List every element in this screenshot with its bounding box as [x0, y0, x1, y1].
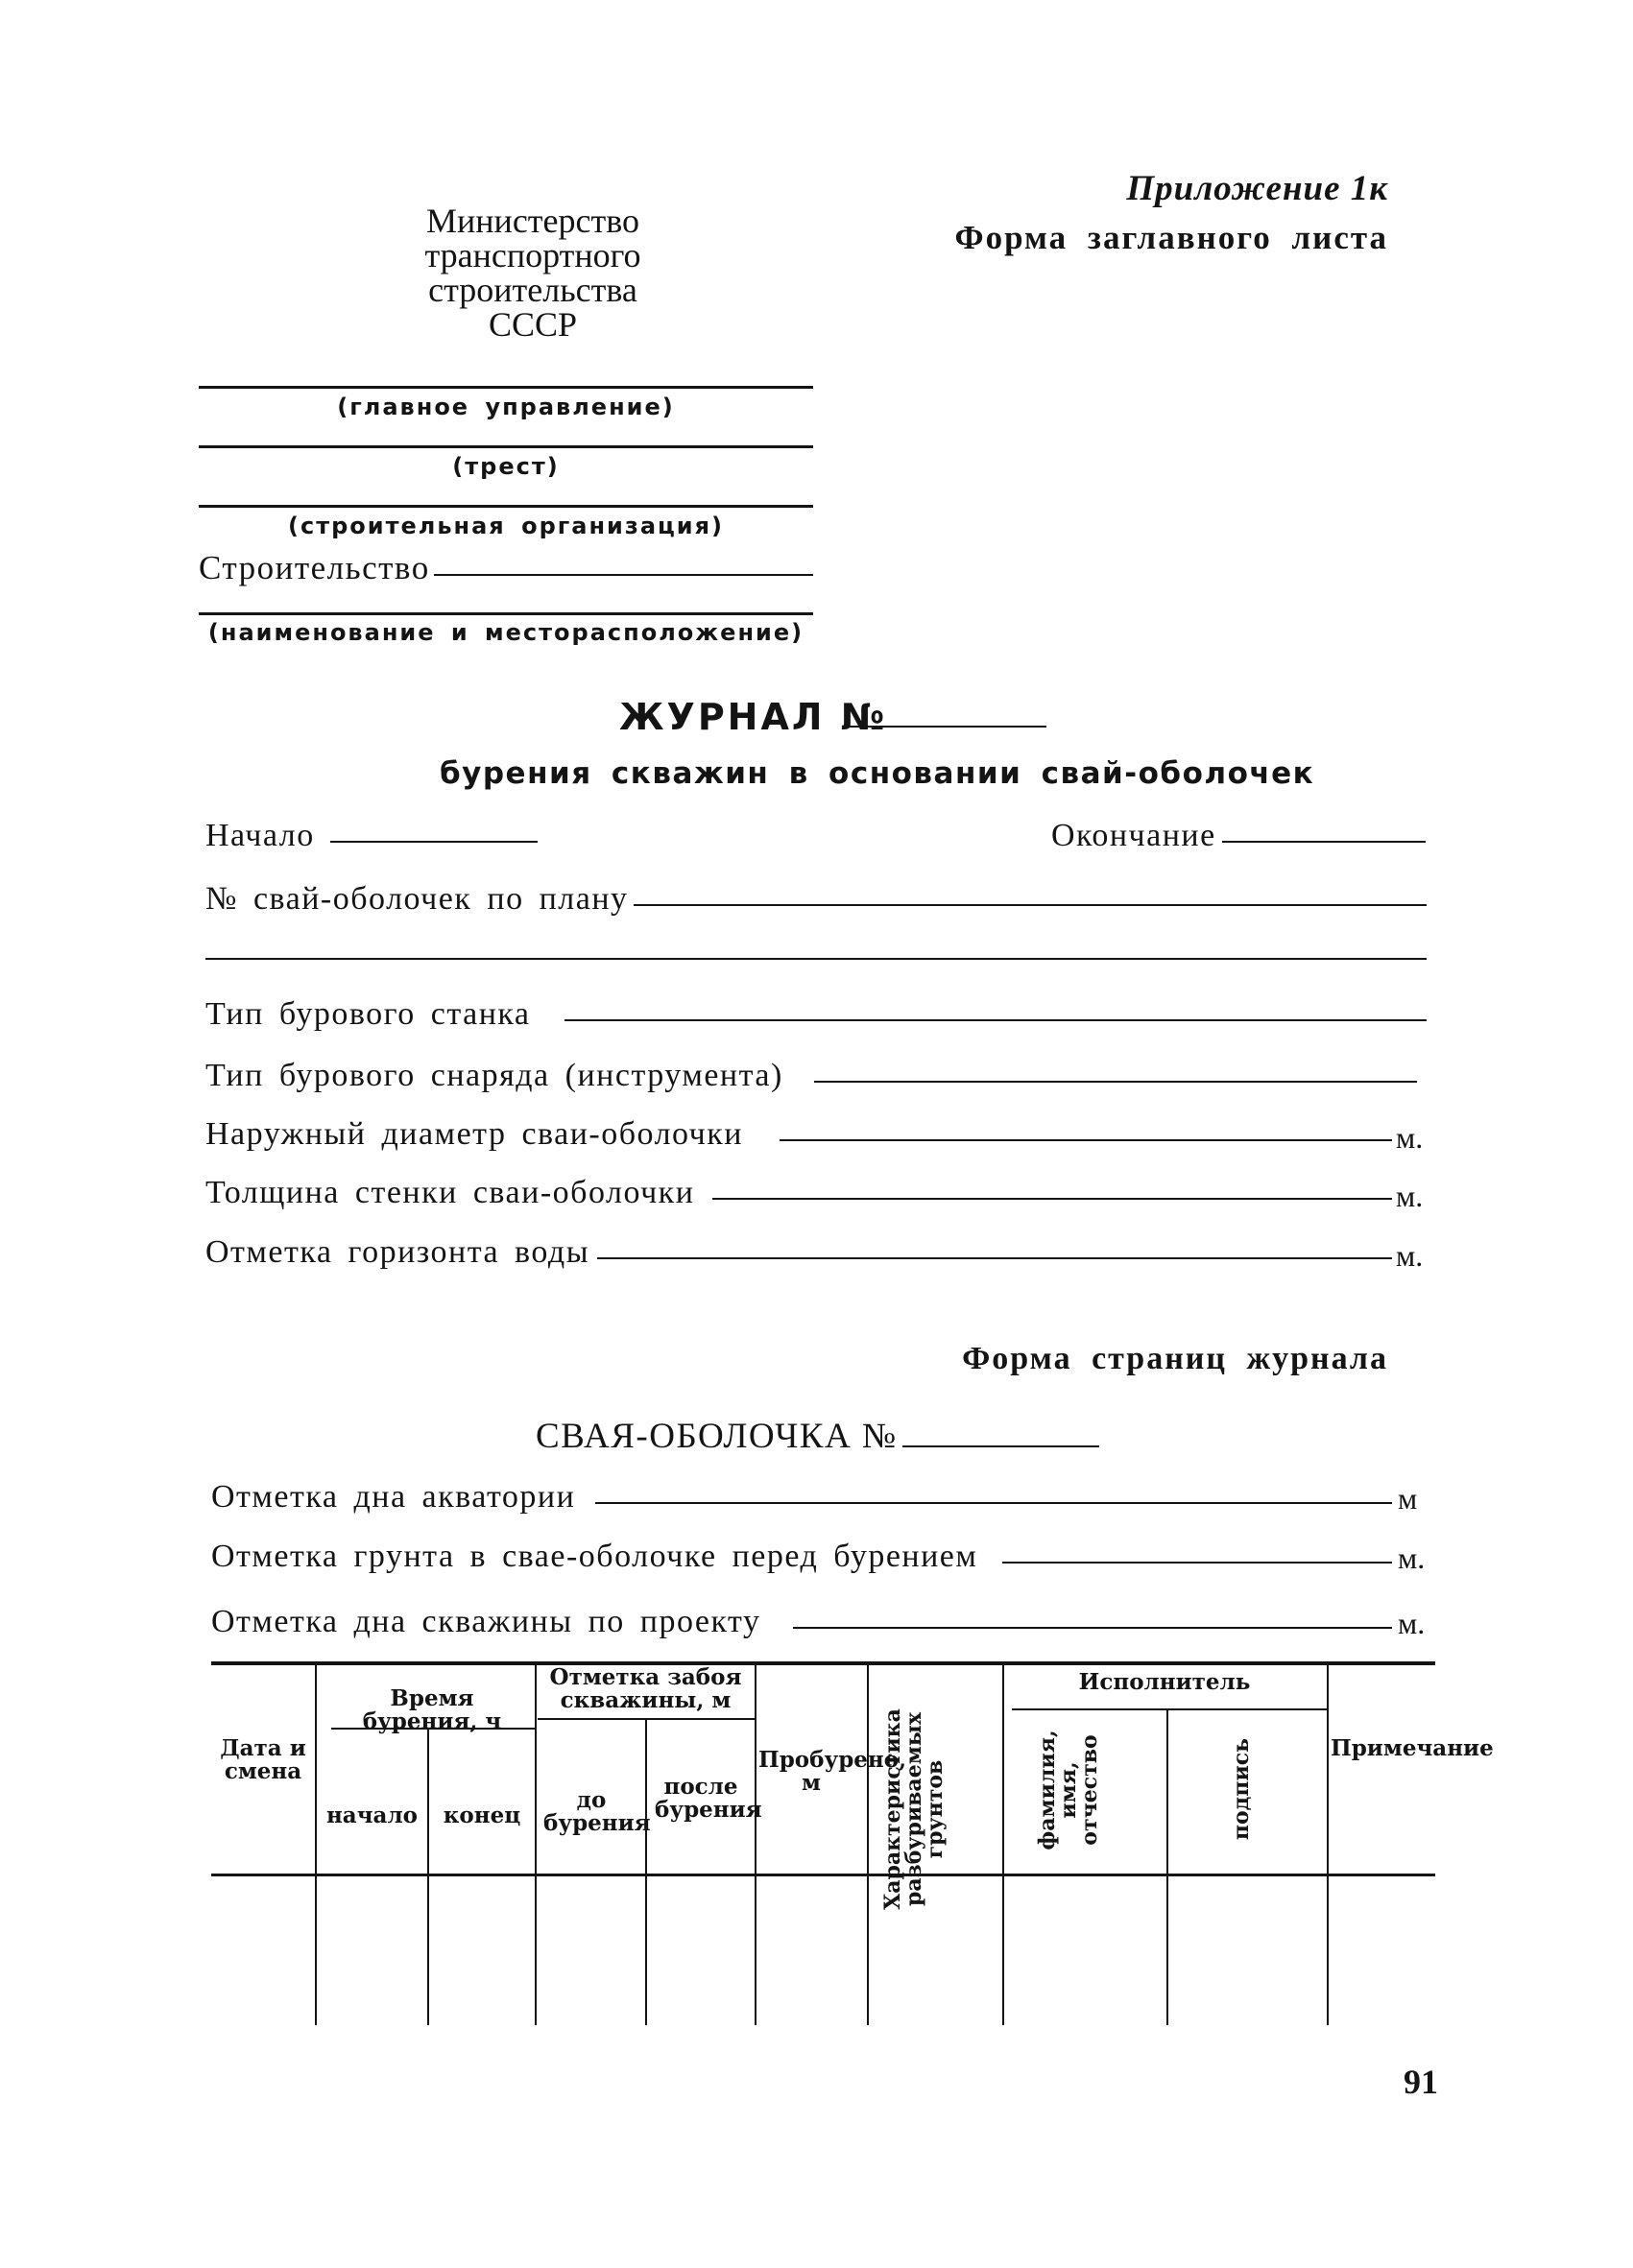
col-time-group-header: Время бурения, ч [362, 1685, 502, 1734]
col-rule-5 [755, 1663, 756, 2025]
col-date-header: Дата и смена [220, 1735, 306, 1784]
water-level-unit: м. [1396, 1238, 1424, 1273]
form-title: Форма заглавного листа [954, 219, 1388, 256]
col-rule-9 [1327, 1663, 1329, 2025]
col-rule-6 [867, 1663, 869, 2025]
appendix-label: Приложение 1к [1126, 169, 1388, 208]
table-header-rule [211, 1874, 1435, 1876]
construction-field[interactable] [434, 574, 813, 576]
seabed-unit: м [1398, 1481, 1418, 1516]
trust-caption: (трест) [452, 453, 560, 480]
col-note-header: Примечание [1331, 1735, 1494, 1761]
ministry-line-2: транспортного [424, 236, 641, 275]
table-top-rule [211, 1661, 1435, 1665]
pile-number-field[interactable] [902, 1445, 1099, 1447]
bottom-mark-field[interactable] [793, 1627, 1392, 1629]
tool-type-field[interactable] [814, 1081, 1417, 1083]
piles-label: № свай-оболочек по плану [205, 881, 629, 917]
wall-thickness-unit: м. [1396, 1179, 1424, 1213]
col-mark-before-header: до бурения [543, 1787, 651, 1836]
col-rule-8 [1166, 1708, 1168, 2025]
water-level-label: Отметка горизонта воды [205, 1234, 590, 1270]
outer-diameter-unit: м. [1396, 1120, 1424, 1155]
bottom-mark-label: Отметка дна скважины по проекту [211, 1604, 761, 1639]
rig-type-field[interactable] [564, 1019, 1427, 1021]
wall-thickness-field[interactable] [712, 1198, 1392, 1200]
construction-org-field[interactable] [199, 505, 813, 508]
col-time-end-header: конец [443, 1802, 521, 1828]
trust-field[interactable] [199, 445, 813, 448]
col-executor-sign-header: подпись [1229, 1737, 1254, 1841]
ministry-line-3: строительства [428, 271, 637, 309]
start-label: Начало [205, 818, 315, 853]
col-rule-4 [645, 1718, 647, 2025]
start-field[interactable] [330, 841, 538, 843]
journal-subtitle: бурения скважин в основании свай-оболочек [440, 756, 1315, 791]
name-location-caption: (наименование и месторасположение) [207, 619, 804, 646]
col-mark-group-header: Отметка забоя скважины, м [549, 1664, 742, 1713]
outer-diameter-field[interactable] [780, 1139, 1392, 1141]
journal-title: ЖУРНАЛ № [619, 696, 888, 738]
rig-type-label: Тип бурового станка [205, 996, 531, 1032]
pages-form-title: Форма страниц журнала [962, 1341, 1388, 1376]
col-rule-3 [535, 1663, 537, 2025]
end-label: Окончание [1051, 818, 1216, 853]
wall-thickness-label: Толщина стенки сваи-оболочки [205, 1175, 695, 1210]
page-number: 91 [1404, 2063, 1438, 2101]
ministry-block [365, 203, 701, 342]
construction-label: Строительство [199, 549, 430, 586]
col-executor-group-header: Исполнитель [1078, 1669, 1251, 1695]
seabed-field[interactable] [595, 1502, 1392, 1504]
tool-type-label: Тип бурового снаряда (инструмента) [205, 1058, 783, 1093]
end-field[interactable] [1222, 841, 1426, 843]
soil-mark-unit: м. [1398, 1540, 1426, 1575]
ministry-line-4: СССР [488, 305, 578, 344]
journal-number-field[interactable] [845, 726, 1046, 728]
col-rule-1 [315, 1663, 317, 2025]
main-directorate-caption: (главное управление) [337, 394, 675, 420]
construction-org-caption: (строительная организация) [288, 513, 724, 539]
pile-title: СВАЯ-ОБОЛОЧКА № [536, 1417, 898, 1456]
soil-mark-field[interactable] [1002, 1562, 1392, 1564]
seabed-label: Отметка дна акватории [211, 1479, 576, 1515]
soil-mark-label: Отметка грунта в свае-оболочке перед бурением [211, 1539, 978, 1574]
col-rule-7 [1002, 1663, 1004, 2025]
col-executor-name-header: фамилия, имя, отчество [1035, 1730, 1102, 1850]
piles-field-continued[interactable] [205, 958, 1427, 960]
col-mark-after-header: после бурения [655, 1774, 762, 1823]
outer-diameter-label: Наружный диаметр сваи-оболочки [205, 1116, 743, 1152]
main-directorate-field[interactable] [199, 386, 813, 389]
bottom-mark-unit: м. [1398, 1606, 1426, 1640]
col-time-start-header: начало [325, 1802, 419, 1828]
piles-field[interactable] [634, 904, 1427, 906]
col-soil-header: Характеристика разбуриваемых грунтов [880, 1708, 948, 1910]
name-location-field[interactable] [199, 612, 813, 615]
col-rule-2 [427, 1728, 429, 2025]
water-level-field[interactable] [597, 1257, 1392, 1259]
col-drilled-header: Пробурено, м [758, 1747, 907, 1796]
ministry-line-1: Министерство [426, 202, 639, 240]
